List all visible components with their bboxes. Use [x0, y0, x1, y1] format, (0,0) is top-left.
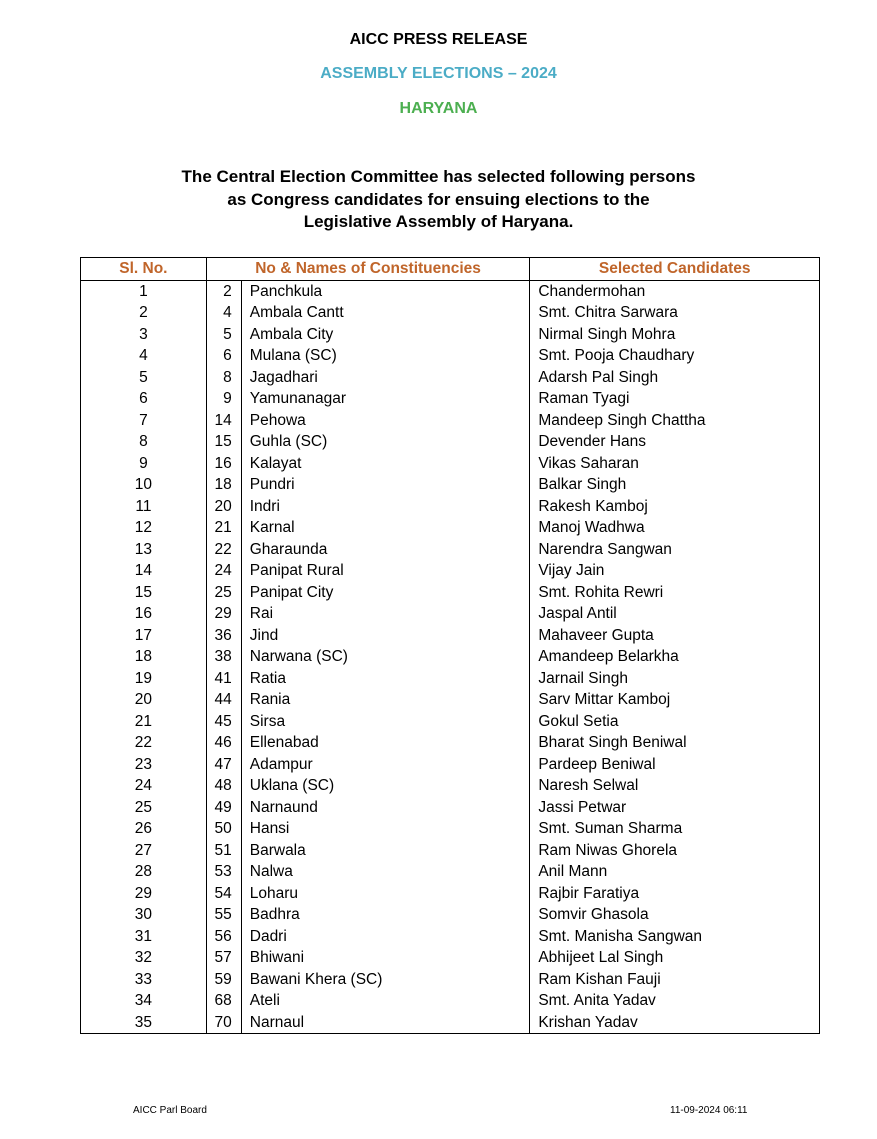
row-sl-no: 17 [81, 625, 207, 647]
press-release-title: AICC PRESS RELEASE [349, 31, 528, 48]
row-sl-no: 20 [81, 689, 207, 711]
row-sl-no: 22 [81, 732, 207, 754]
row-sl-no: 31 [81, 926, 207, 948]
table-row [81, 861, 820, 883]
row-sl-no: 5 [81, 367, 207, 389]
table-body [81, 280, 820, 1034]
row-sl-no: 1 [81, 280, 207, 302]
table-header-row [81, 258, 820, 281]
candidate-name: Naresh Selwal [530, 775, 820, 797]
row-sl-no: 8 [81, 431, 207, 453]
constituency-name: Yamunanagar [241, 388, 530, 410]
footer-timestamp: 11-09-2024 06:11 [670, 1105, 748, 1116]
table-row [81, 840, 820, 862]
table-row [81, 969, 820, 991]
constituency-number: 53 [206, 861, 241, 883]
candidates-table [80, 257, 820, 1034]
candidate-name: Amandeep Belarkha [530, 646, 820, 668]
candidate-name: Raman Tyagi [530, 388, 820, 410]
row-sl-no: 24 [81, 775, 207, 797]
constituency-name: Jagadhari [241, 367, 530, 389]
constituency-name: Narnaul [241, 1012, 530, 1034]
table-row [81, 711, 820, 733]
constituency-name: Narnaund [241, 797, 530, 819]
candidate-name: Adarsh Pal Singh [530, 367, 820, 389]
constituency-number: 56 [206, 926, 241, 948]
constituency-number: 49 [206, 797, 241, 819]
constituency-name: Hansi [241, 818, 530, 840]
table-row [81, 539, 820, 561]
row-sl-no: 25 [81, 797, 207, 819]
candidate-name: Abhijeet Lal Singh [530, 947, 820, 969]
constituency-name: Uklana (SC) [241, 775, 530, 797]
table-row [81, 689, 820, 711]
candidate-name: Smt. Anita Yadav [530, 990, 820, 1012]
constituency-number: 2 [206, 280, 241, 302]
table-row [81, 388, 820, 410]
table-row [81, 345, 820, 367]
candidate-name: Bharat Singh Beniwal [530, 732, 820, 754]
constituency-number: 36 [206, 625, 241, 647]
constituency-name: Karnal [241, 517, 530, 539]
constituency-name: Pehowa [241, 410, 530, 432]
constituency-number: 44 [206, 689, 241, 711]
row-sl-no: 19 [81, 668, 207, 690]
constituency-number: 59 [206, 969, 241, 991]
constituency-name: Dadri [241, 926, 530, 948]
table-row [81, 926, 820, 948]
table-row [81, 517, 820, 539]
candidate-name: Balkar Singh [530, 474, 820, 496]
constituency-name: Ratia [241, 668, 530, 690]
candidate-name: Chandermohan [530, 280, 820, 302]
candidate-name: Anil Mann [530, 861, 820, 883]
intro-line-1: The Central Election Committee has selected following persons [181, 167, 696, 186]
table-row [81, 453, 820, 475]
intro-paragraph [0, 166, 877, 234]
constituency-number: 68 [206, 990, 241, 1012]
row-sl-no: 28 [81, 861, 207, 883]
candidate-name: Rakesh Kamboj [530, 496, 820, 518]
constituency-name: Barwala [241, 840, 530, 862]
constituency-number: 51 [206, 840, 241, 862]
candidate-name: Ram Kishan Fauji [530, 969, 820, 991]
row-sl-no: 13 [81, 539, 207, 561]
table-row [81, 367, 820, 389]
candidate-name: Mandeep Singh Chattha [530, 410, 820, 432]
constituency-number: 20 [206, 496, 241, 518]
constituency-number: 18 [206, 474, 241, 496]
candidate-name: Mahaveer Gupta [530, 625, 820, 647]
candidate-name: Smt. Suman Sharma [530, 818, 820, 840]
row-sl-no: 27 [81, 840, 207, 862]
constituency-name: Bhiwani [241, 947, 530, 969]
constituency-number: 41 [206, 668, 241, 690]
row-sl-no: 35 [81, 1012, 207, 1034]
constituency-number: 48 [206, 775, 241, 797]
constituency-number: 5 [206, 324, 241, 346]
row-sl-no: 3 [81, 324, 207, 346]
candidate-name: Nirmal Singh Mohra [530, 324, 820, 346]
row-sl-no: 18 [81, 646, 207, 668]
constituency-name: Adampur [241, 754, 530, 776]
row-sl-no: 7 [81, 410, 207, 432]
constituency-name: Guhla (SC) [241, 431, 530, 453]
header-constituencies: No & Names of Constituencies [206, 258, 530, 281]
constituency-name: Ambala City [241, 324, 530, 346]
table-row [81, 668, 820, 690]
constituency-number: 14 [206, 410, 241, 432]
constituency-number: 9 [206, 388, 241, 410]
constituency-name: Narwana (SC) [241, 646, 530, 668]
candidate-name: Smt. Rohita Rewri [530, 582, 820, 604]
table-row [81, 302, 820, 324]
constituency-number: 25 [206, 582, 241, 604]
candidate-name: Jassi Petwar [530, 797, 820, 819]
candidate-name: Devender Hans [530, 431, 820, 453]
candidate-name: Somvir Ghasola [530, 904, 820, 926]
constituency-number: 47 [206, 754, 241, 776]
table-row [81, 646, 820, 668]
table-row [81, 797, 820, 819]
candidate-name: Smt. Chitra Sarwara [530, 302, 820, 324]
constituency-name: Rania [241, 689, 530, 711]
constituency-number: 24 [206, 560, 241, 582]
row-sl-no: 2 [81, 302, 207, 324]
constituency-name: Mulana (SC) [241, 345, 530, 367]
candidate-name: Smt. Pooja Chaudhary [530, 345, 820, 367]
row-sl-no: 34 [81, 990, 207, 1012]
candidate-name: Manoj Wadhwa [530, 517, 820, 539]
row-sl-no: 9 [81, 453, 207, 475]
constituency-name: Bawani Khera (SC) [241, 969, 530, 991]
row-sl-no: 30 [81, 904, 207, 926]
table-row [81, 582, 820, 604]
constituency-number: 54 [206, 883, 241, 905]
candidate-name: Ram Niwas Ghorela [530, 840, 820, 862]
table-row [81, 560, 820, 582]
header-candidates: Selected Candidates [530, 258, 820, 281]
candidate-name: Smt. Manisha Sangwan [530, 926, 820, 948]
candidate-name: Rajbir Faratiya [530, 883, 820, 905]
constituency-name: Ateli [241, 990, 530, 1012]
constituency-number: 6 [206, 345, 241, 367]
row-sl-no: 11 [81, 496, 207, 518]
table-row [81, 324, 820, 346]
candidate-name: Pardeep Beniwal [530, 754, 820, 776]
constituency-name: Loharu [241, 883, 530, 905]
row-sl-no: 15 [81, 582, 207, 604]
constituency-number: 46 [206, 732, 241, 754]
row-sl-no: 16 [81, 603, 207, 625]
intro-line-2: as Congress candidates for ensuing elections to the [227, 189, 650, 209]
elections-subtitle: ASSEMBLY ELECTIONS – 2024 [320, 65, 557, 82]
table-row [81, 474, 820, 496]
constituency-name: Panchkula [241, 280, 530, 302]
candidate-name: Narendra Sangwan [530, 539, 820, 561]
table-row [81, 818, 820, 840]
footer-board: AICC Parl Board [133, 1105, 207, 1116]
row-sl-no: 23 [81, 754, 207, 776]
candidate-name: Sarv Mittar Kamboj [530, 689, 820, 711]
constituency-number: 55 [206, 904, 241, 926]
constituency-name: Panipat City [241, 582, 530, 604]
table-row [81, 496, 820, 518]
row-sl-no: 6 [81, 388, 207, 410]
table-row [81, 775, 820, 797]
constituency-name: Jind [241, 625, 530, 647]
header-sl-no: Sl. No. [81, 258, 207, 281]
row-sl-no: 26 [81, 818, 207, 840]
table-row [81, 625, 820, 647]
candidate-name: Gokul Setia [530, 711, 820, 733]
constituency-name: Ambala Cantt [241, 302, 530, 324]
table-row [81, 431, 820, 453]
constituency-number: 22 [206, 539, 241, 561]
constituency-number: 15 [206, 431, 241, 453]
table-row [81, 603, 820, 625]
constituency-name: Badhra [241, 904, 530, 926]
row-sl-no: 10 [81, 474, 207, 496]
constituency-number: 50 [206, 818, 241, 840]
constituency-number: 57 [206, 947, 241, 969]
row-sl-no: 4 [81, 345, 207, 367]
constituency-number: 38 [206, 646, 241, 668]
constituency-name: Pundri [241, 474, 530, 496]
row-sl-no: 14 [81, 560, 207, 582]
row-sl-no: 32 [81, 947, 207, 969]
constituency-name: Indri [241, 496, 530, 518]
constituency-number: 70 [206, 1012, 241, 1034]
constituency-number: 4 [206, 302, 241, 324]
constituency-name: Sirsa [241, 711, 530, 733]
table-row [81, 1012, 820, 1034]
table-row [81, 904, 820, 926]
constituency-name: Nalwa [241, 861, 530, 883]
table-row [81, 732, 820, 754]
row-sl-no: 33 [81, 969, 207, 991]
state-heading: HARYANA [399, 100, 478, 117]
table-row [81, 410, 820, 432]
candidate-name: Vikas Saharan [530, 453, 820, 475]
table-row [81, 947, 820, 969]
table-row [81, 754, 820, 776]
candidate-name: Krishan Yadav [530, 1012, 820, 1034]
constituency-name: Kalayat [241, 453, 530, 475]
table-row [81, 990, 820, 1012]
candidate-name: Vijay Jain [530, 560, 820, 582]
table-row [81, 280, 820, 302]
constituency-name: Ellenabad [241, 732, 530, 754]
constituency-number: 16 [206, 453, 241, 475]
candidate-name: Jarnail Singh [530, 668, 820, 690]
row-sl-no: 12 [81, 517, 207, 539]
constituency-number: 29 [206, 603, 241, 625]
constituency-number: 45 [206, 711, 241, 733]
row-sl-no: 29 [81, 883, 207, 905]
constituency-name: Rai [241, 603, 530, 625]
table-row [81, 883, 820, 905]
candidate-name: Jaspal Antil [530, 603, 820, 625]
row-sl-no: 21 [81, 711, 207, 733]
constituency-name: Panipat Rural [241, 560, 530, 582]
constituency-name: Gharaunda [241, 539, 530, 561]
constituency-number: 21 [206, 517, 241, 539]
constituency-number: 8 [206, 367, 241, 389]
intro-line-3: Legislative Assembly of Haryana. [303, 212, 574, 231]
